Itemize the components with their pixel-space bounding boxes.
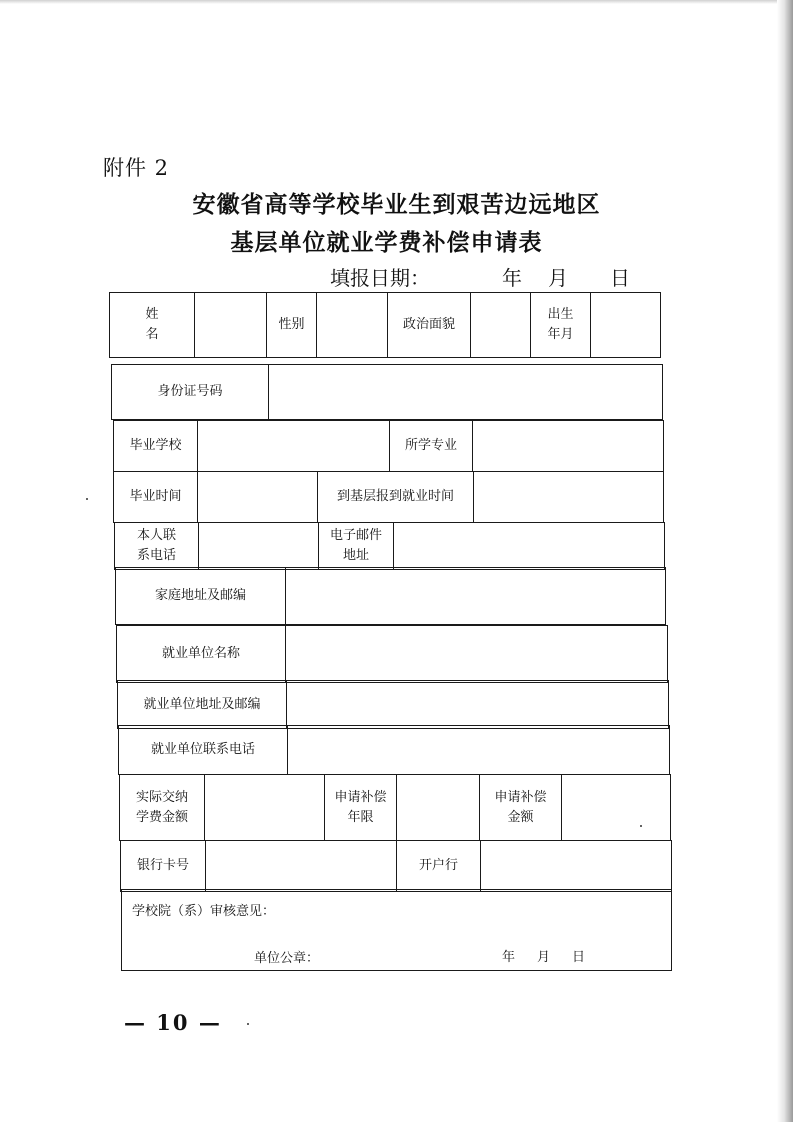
grad-time-label-text: 毕业时间	[129, 489, 182, 504]
name-field[interactable]	[194, 292, 267, 358]
phone-label-line2: 系电话	[136, 548, 176, 563]
bank-card-label-text: 银行卡号	[136, 858, 189, 873]
email-field[interactable]	[393, 522, 665, 570]
political-label-text: 政治面貌	[402, 317, 455, 332]
gender-label	[266, 292, 317, 358]
scan-speck	[247, 1023, 249, 1025]
title-line-2: 基层单位就业学费补偿申请表	[230, 230, 543, 256]
employer-name-field[interactable]	[285, 625, 668, 683]
home-address-label	[115, 567, 286, 625]
email-label	[318, 522, 394, 570]
name-label-text: 姓 名	[145, 307, 216, 342]
tuition-paid-label	[119, 774, 205, 841]
review-opinion-label: 学校院（系）审核意见：	[132, 904, 276, 919]
bank-field[interactable]	[480, 840, 672, 892]
fill-date-day: 日	[610, 266, 630, 290]
review-year: 年	[502, 950, 516, 965]
home-address-label-text: 家庭地址及邮编	[154, 588, 246, 603]
employer-phone-field[interactable]	[287, 725, 670, 775]
report-time-label	[317, 471, 474, 523]
home-address-field[interactable]	[285, 567, 666, 625]
scan-speck	[640, 825, 642, 827]
political-field[interactable]	[470, 292, 531, 358]
gender-field[interactable]	[316, 292, 388, 358]
years-label-line2: 年限	[347, 809, 374, 825]
employer-phone-label-text: 就业单位联系电话	[150, 742, 255, 757]
title-line-1: 安徽省高等学校毕业生到艰苦边远地区	[192, 192, 601, 218]
school-review-field[interactable]	[121, 889, 672, 971]
review-month: 月	[537, 950, 551, 965]
page-number: — 10 —	[124, 1010, 222, 1035]
scan-shadow-top	[0, 0, 793, 4]
political-label	[387, 292, 471, 358]
id-number-label	[111, 364, 269, 420]
phone-field[interactable]	[198, 522, 319, 570]
bank-card-label	[120, 840, 206, 892]
years-label	[324, 774, 397, 841]
bank-label	[396, 840, 481, 892]
report-time-label-text: 到基层报到就业时间	[336, 489, 454, 504]
scan-speck	[86, 498, 88, 500]
amount-field[interactable]	[561, 774, 671, 841]
years-label-line1: 申请补偿	[334, 789, 387, 805]
id-number-label-text: 身份证号码	[157, 384, 223, 399]
gender-label-text: 性别	[278, 317, 305, 332]
bank-card-field[interactable]	[205, 840, 397, 892]
birth-label-line1: 出生	[547, 307, 574, 322]
employer-address-field[interactable]	[286, 680, 669, 729]
grad-time-label	[113, 471, 198, 523]
email-label-line1: 电子邮件	[329, 528, 382, 543]
employer-address-label	[117, 680, 287, 729]
birth-label-line2: 年月	[547, 327, 574, 342]
fill-date-year: 年	[502, 266, 522, 290]
bank-label-text: 开户行	[418, 858, 458, 873]
amount-label	[479, 774, 562, 841]
years-field[interactable]	[396, 774, 480, 841]
email-label-line2: 地址	[342, 548, 369, 563]
phone-label-line1: 本人联	[136, 528, 176, 543]
tuition-paid-label-line1: 实际交纳	[135, 789, 188, 805]
birth-label	[530, 292, 591, 358]
name-label	[109, 292, 216, 358]
employer-name-label	[116, 625, 286, 683]
major-field[interactable]	[472, 420, 664, 472]
review-day: 日	[572, 950, 586, 965]
review-seal-label: 单位公章：	[254, 951, 320, 966]
amount-label-line1: 申请补偿	[494, 789, 547, 805]
tuition-paid-field[interactable]	[204, 774, 325, 841]
school-label-text: 毕业学校	[129, 438, 182, 453]
employer-name-label-text: 就业单位名称	[161, 646, 240, 661]
employer-address-label-text: 就业单位地址及邮编	[143, 696, 261, 712]
employer-phone-label	[118, 725, 288, 775]
report-time-field[interactable]	[473, 471, 664, 523]
fill-date-month: 月	[548, 266, 568, 290]
fill-date-label: 填报日期：	[330, 266, 430, 290]
amount-label-line2: 金额	[507, 809, 534, 825]
scan-shadow-right	[777, 0, 793, 1122]
attachment-label: 附件 2	[103, 156, 170, 180]
birth-field[interactable]	[590, 292, 661, 358]
id-number-field[interactable]	[268, 364, 663, 420]
major-label	[389, 420, 473, 472]
school-field[interactable]	[197, 420, 390, 472]
phone-label	[114, 522, 199, 570]
major-label-text: 所学专业	[404, 438, 457, 453]
tuition-paid-label-line2: 学费金额	[135, 809, 188, 825]
school-label	[113, 420, 198, 472]
grad-time-field[interactable]	[197, 471, 318, 523]
